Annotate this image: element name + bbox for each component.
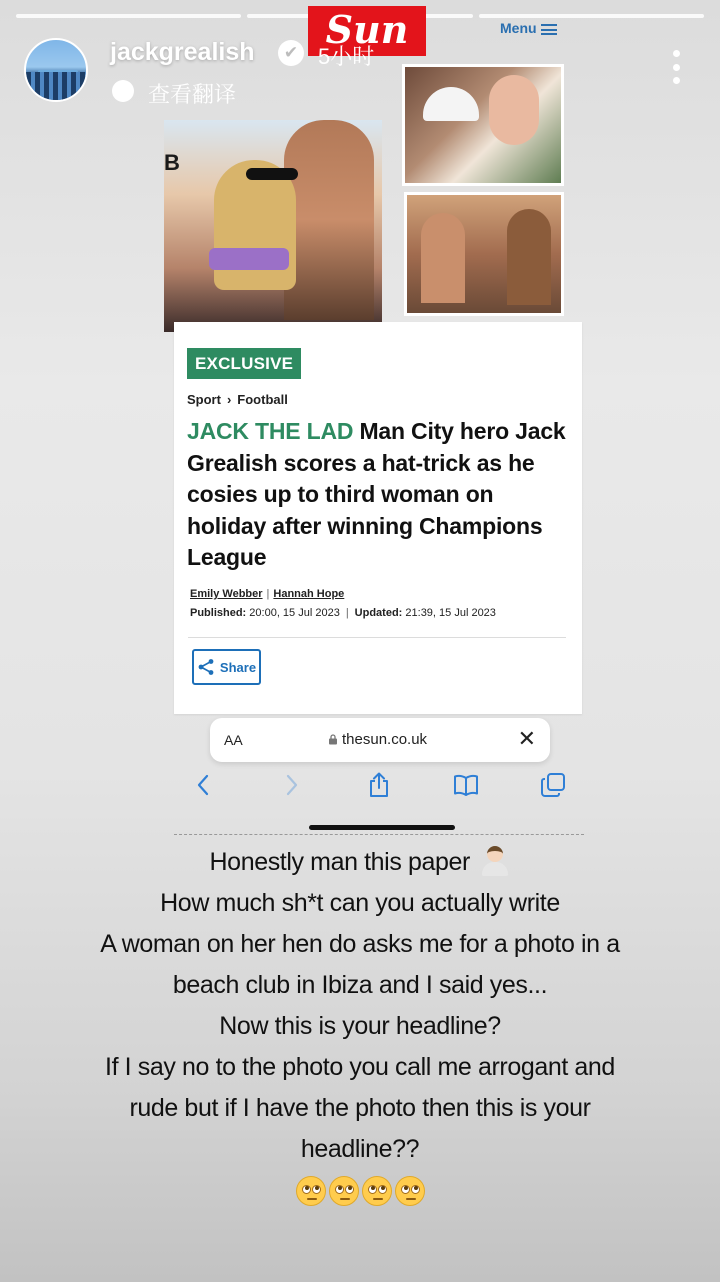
- caption-line: [60, 1170, 660, 1211]
- hamburger-icon: [541, 24, 557, 35]
- photo-figure-right: [507, 209, 551, 305]
- the-sun-logo: Sun: [308, 6, 426, 56]
- photo-figure-man: [284, 120, 374, 320]
- divider: [174, 834, 584, 835]
- photo-cap: [423, 87, 479, 121]
- forward-button[interactable]: [277, 770, 307, 800]
- caption-line: A woman on her hen do asks me for a photo in a: [100, 930, 620, 958]
- url-text[interactable]: thesun.co.uk: [342, 731, 428, 748]
- home-indicator: [309, 825, 455, 830]
- article-photo-top-right: [402, 64, 564, 186]
- translate-link[interactable]: 查看翻译: [148, 82, 237, 107]
- article-card: [174, 322, 582, 714]
- sun-menu-link: [500, 20, 557, 36]
- text-size-button[interactable]: AA: [224, 732, 243, 748]
- headline-text: Man City hero Jack Grealish scores a hat-trick as he cosies up to third woman on holiday after winning Champions League: [187, 418, 566, 570]
- verified-badge-icon: ✔: [278, 40, 304, 66]
- username[interactable]: jackgrealish: [110, 38, 255, 66]
- divider: [188, 637, 566, 638]
- breadcrumb-item-football[interactable]: Football: [237, 392, 288, 407]
- face-with-rolling-eyes-icon: [395, 1176, 425, 1206]
- exclusive-badge: EXCLUSIVE: [187, 348, 301, 379]
- updated-label: Updated:: [354, 607, 403, 619]
- photo-bikini: [209, 248, 289, 270]
- author-divider: |: [266, 588, 270, 600]
- tabs-button[interactable]: [538, 770, 568, 800]
- progress-segment: [479, 14, 704, 18]
- face-with-rolling-eyes-icon: [362, 1176, 392, 1206]
- chevron-right-icon: ›: [226, 392, 232, 407]
- caption-line: beach club in Ibiza and I said yes...: [172, 971, 548, 999]
- caption-line: How much sh*t can you actually write: [160, 889, 560, 917]
- avatar[interactable]: [24, 38, 88, 102]
- share-label: Share: [219, 659, 257, 675]
- face-with-rolling-eyes-icon: [296, 1176, 326, 1206]
- published-value: 20:00, 15 Jul 2023: [246, 607, 340, 619]
- sun-menu-label: Menu: [500, 20, 537, 36]
- photo-figure-left: [421, 213, 465, 303]
- post-time: 5小时: [318, 44, 375, 69]
- updated-value: 21:39, 15 Jul 2023: [402, 607, 496, 619]
- bookmarks-button[interactable]: [451, 770, 481, 800]
- eye-roll-emoji-row: [296, 1176, 425, 1206]
- face-with-rolling-eyes-icon: [329, 1176, 359, 1206]
- close-icon[interactable]: ✕: [517, 726, 536, 751]
- photo-sunglasses: [246, 168, 298, 180]
- article-dates: [190, 607, 496, 619]
- translate-icon[interactable]: [112, 80, 134, 102]
- caption-line: Now this is your headline?: [219, 1012, 501, 1040]
- progress-segment: [16, 14, 241, 18]
- breadcrumb: [187, 392, 288, 407]
- safari-address-bar[interactable]: [210, 718, 550, 762]
- date-divider: |: [345, 607, 349, 619]
- more-options-icon[interactable]: [672, 50, 680, 84]
- book-icon: [453, 774, 479, 796]
- share-sheet-button[interactable]: [364, 770, 394, 800]
- tabs-icon: [540, 772, 566, 798]
- published-label: Published:: [190, 607, 247, 619]
- breadcrumb-item-sport[interactable]: Sport: [187, 392, 221, 407]
- article-photo-main: [164, 120, 382, 332]
- photo-face: [489, 75, 539, 145]
- author-link[interactable]: Hannah Hope: [273, 588, 345, 600]
- article-authors: [190, 588, 344, 600]
- person-facepalming-icon: [480, 846, 510, 876]
- share-sheet-icon: [368, 772, 390, 798]
- story-caption: [60, 842, 660, 1211]
- article-headline: [187, 416, 567, 574]
- chevron-right-icon: [285, 774, 299, 796]
- share-icon: [197, 658, 215, 676]
- caption-line: headline??: [300, 1135, 420, 1163]
- caption-line: [60, 842, 660, 883]
- caption-text: Honestly man this paper: [209, 848, 470, 876]
- author-link[interactable]: Emily Webber: [190, 588, 263, 600]
- article-photo-bottom-right: [404, 192, 564, 316]
- lock-icon: [328, 734, 338, 745]
- photo-sign-text: B: [164, 150, 180, 175]
- headline-kicker: JACK THE LAD: [187, 418, 354, 444]
- avatar-crowd-shape: [26, 72, 86, 100]
- chevron-left-icon: [196, 774, 210, 796]
- back-button[interactable]: [188, 770, 218, 800]
- share-button[interactable]: [192, 649, 261, 685]
- caption-line: If I say no to the photo you call me arrogant and: [105, 1053, 615, 1081]
- caption-line: rude but if I have the photo then this is your: [129, 1094, 591, 1122]
